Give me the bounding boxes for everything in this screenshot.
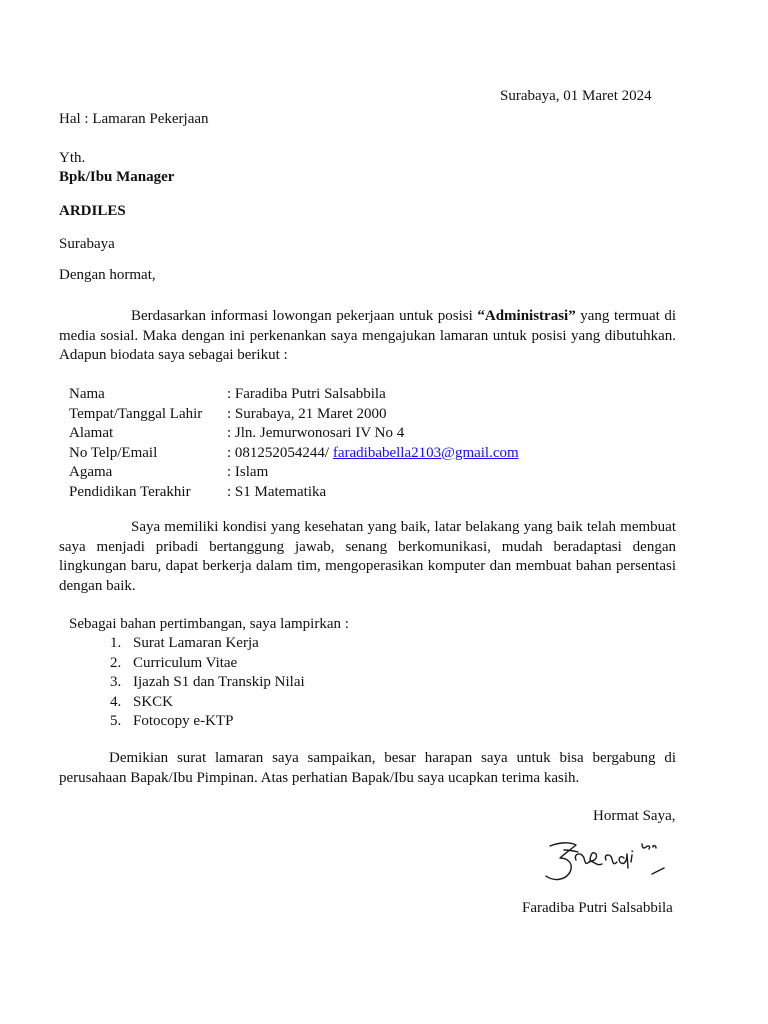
- bio-value: : 081252054244/: [227, 444, 333, 461]
- list-item: [110, 673, 305, 693]
- intro-text-before: Berdasarkan informasi lowongan pekerjaan untuk posisi: [131, 308, 478, 324]
- signature-image: [540, 836, 685, 888]
- list-text: Curriculum Vitae: [133, 654, 238, 671]
- list-item: [110, 654, 237, 674]
- bio-value: : S1 Matematika: [227, 483, 327, 500]
- email-link[interactable]: faradibabella2103@gmail.com: [332, 444, 519, 461]
- bio-value: : Faradiba Putri Salsabbila: [227, 386, 386, 402]
- list-text: Ijazah S1 dan Transkip Nilai: [133, 674, 305, 690]
- recipient: Bpk/Ibu Manager: [59, 169, 175, 185]
- recipient-city: Surabaya: [59, 236, 115, 252]
- list-text: Fotocopy e-KTP: [133, 713, 234, 729]
- list-number: 2.: [110, 654, 122, 671]
- closing-paragraph: [59, 749, 676, 788]
- qualities-text: Saya memiliki kondisi yang kesehatan yang baik, latar belakang yang baik telah membuat saya menjadi pribadi bertanggung jawab, senang berkomunikasi, mudah beradaptasi dengan lingkungan baru, dapat berkerja dalam tim, mengoperasikan komputer dan membuat bahan persentasi dengan baik.: [59, 519, 676, 594]
- list-item: [110, 693, 173, 713]
- intro-position: “Administrasi”: [477, 308, 576, 324]
- letter-subject: Hal : Lamaran Pekerjaan: [59, 111, 209, 127]
- regards: Hormat Saya,: [593, 808, 676, 824]
- qualities-paragraph: [59, 518, 676, 596]
- company-name: ARDILES: [59, 203, 126, 219]
- signer-name: Faradiba Putri Salsabbila: [522, 900, 673, 916]
- bio-label: Agama: [69, 464, 113, 480]
- list-number: 1.: [110, 635, 122, 651]
- list-item: [110, 634, 259, 654]
- list-number: 5.: [110, 713, 122, 729]
- bio-label: Tempat/Tanggal Lahir: [69, 405, 203, 422]
- greeting: Dengan hormat,: [59, 267, 156, 283]
- bio-label: Alamat: [69, 425, 114, 441]
- intro-text-after: yang termuat di media sosial. Maka dengan ini perkenankan saya mengajukan lamaran untuk posisi yang dibutuhkan. Adapun biodata saya sebagai berikut :: [59, 308, 676, 363]
- list-text: Surat Lamaran Kerja: [133, 635, 259, 651]
- bio-value: : Jln. Jemurwonosari IV No 4: [227, 425, 405, 441]
- bio-value: : Islam: [227, 464, 269, 480]
- letter-date: Surabaya, 01 Maret 2024: [500, 88, 652, 104]
- list-number: 3.: [110, 674, 122, 690]
- list-number: 4.: [110, 693, 122, 710]
- bio-label: Pendidikan Terakhir: [69, 483, 191, 500]
- intro-paragraph: [59, 307, 676, 366]
- attachments-intro: Sebagai bahan pertimbangan, saya lampirkan :: [69, 616, 349, 632]
- bio-value: : Surabaya, 21 Maret 2000: [227, 405, 387, 422]
- bio-label: No Telp/Email: [69, 444, 158, 461]
- bio-label: Nama: [69, 386, 105, 402]
- closing-text: Demikian surat lamaran saya sampaikan, besar harapan saya untuk bisa bergabung di perusahaan Bapak/Ibu Pimpinan. Atas perhatian Bapak/Ibu saya ucapkan terima kasih.: [59, 750, 676, 786]
- list-text: SKCK: [133, 693, 174, 710]
- to-prefix: Yth.: [59, 150, 86, 166]
- list-item: [110, 712, 233, 732]
